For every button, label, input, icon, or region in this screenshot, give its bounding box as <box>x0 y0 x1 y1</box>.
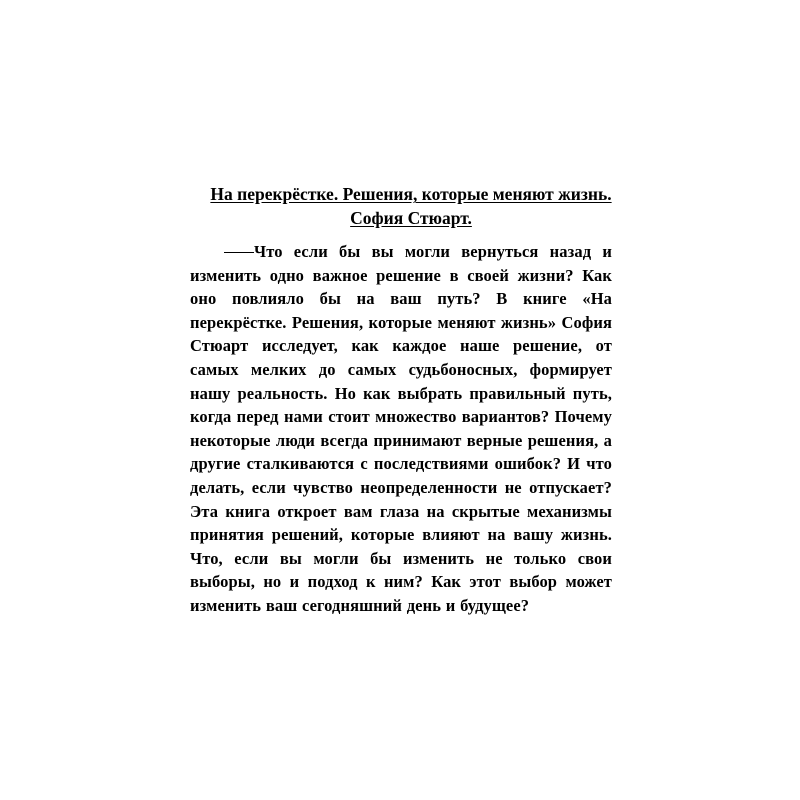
document-title: На перекрёстке. Решения, которые меняют жизнь. София Стюарт. <box>210 184 612 228</box>
document-content <box>190 182 612 618</box>
document-body-paragraph <box>190 240 612 618</box>
body-text: Что если бы вы могли вернуться назад и изменить одно важное решение в своей жизни? Как оно повлияло бы на ваш путь? В книге «На перекрёстке. Решения, которые меняют жизнь» София Стюарт исследует, как каждое наше решение, от самых мелких до самых судьбоносных, формирует нашу реальность. Но как выбрать правильный путь, когда перед нами стоит множество вариантов? Почему некоторые люди всегда принимают верные решения, а другие сталкиваются с последствиями ошибок? И что делать, если чувство неопределенности не отпускает? Эта книга откроет вам глаза на скрытые механизмы принятия решений, которые влияют на вашу жизнь. Что, если вы могли бы изменить не только свои выборы, но и подход к ним? Как этот выбор может изменить ваш сегодняшний день и будущее? <box>190 242 612 615</box>
paragraph-indent-line <box>224 251 254 253</box>
